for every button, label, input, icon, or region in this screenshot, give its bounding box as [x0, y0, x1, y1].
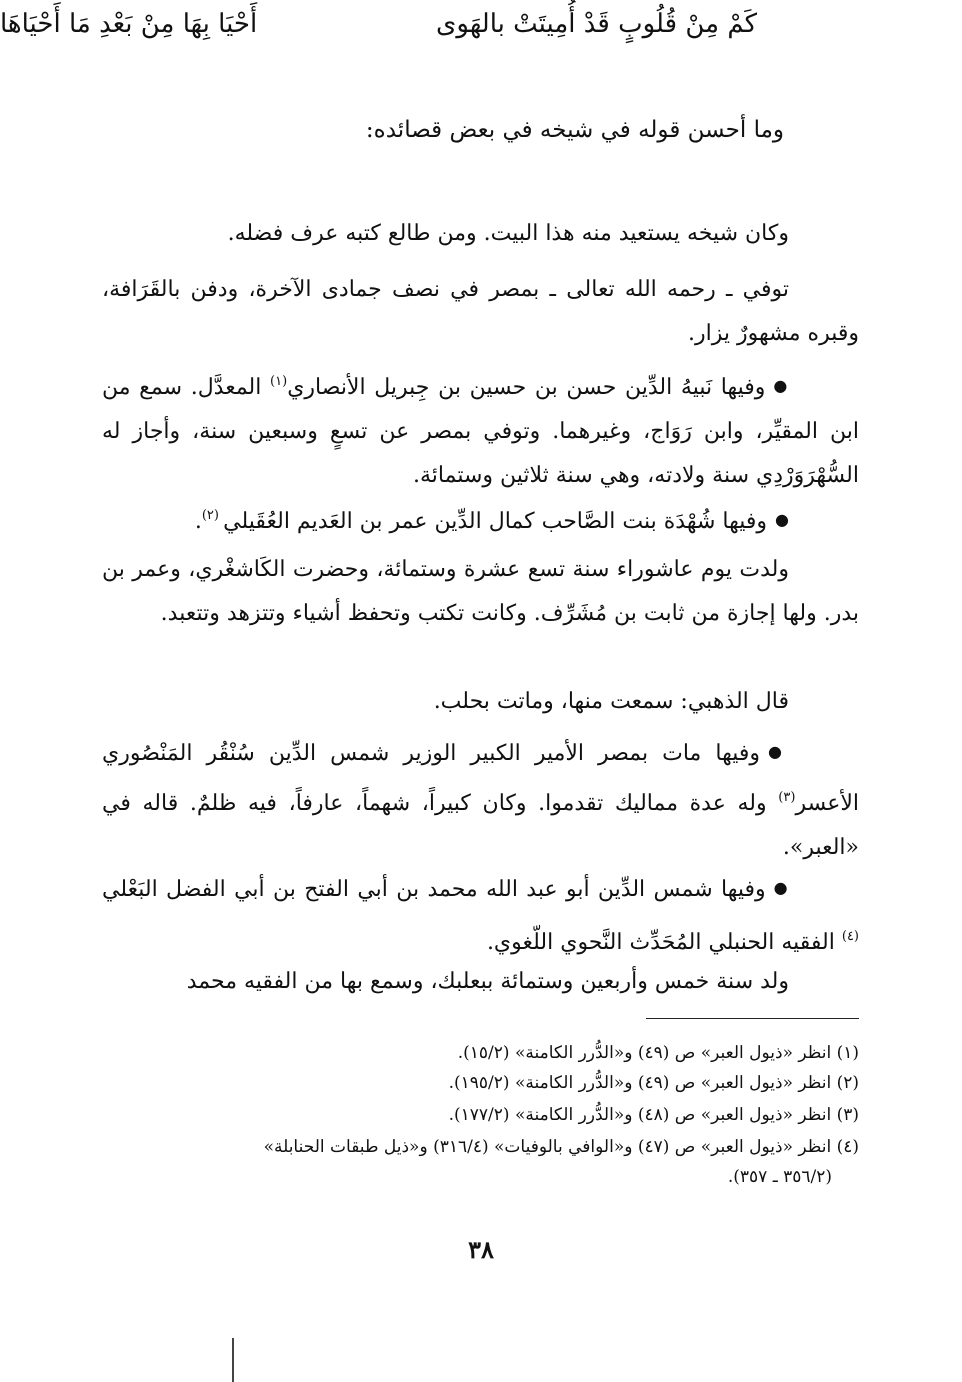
- paragraph: ولدت يوم عاشوراء سنة تسع عشرة وستمائة، وحضرت الكَاشغْري، وعمر بن بدر. ولها إجازة من ثابت بن مُشَرِّف. وكانت تكتب وتحفظ أشياء وتتزهد وتتعبد.: [102, 557, 859, 626]
- bullet-icon: [760, 741, 789, 766]
- footnote-ref[interactable]: (٢): [201, 508, 224, 523]
- bullet-paragraph: [102, 866, 859, 965]
- paragraph-text: وله عدة مماليك تقدموا. وكان كبيراً، شهماً، عارفاً، فيه ظلمٌ. قاله في «العبر».: [102, 791, 859, 860]
- paragraph: قال الذهبي: سمعت منها، وماتت بحلب.: [433, 689, 789, 714]
- verse-hemistich-second: أَحْيَا بِهَا مِنْ بَعْدِ مَا أَحْيَاهَا: [0, 9, 258, 39]
- paragraph-text: وفيها شمس الدِّين أبو عبد الله محمد بن أبي الفتح بن أبي الفضل البَعْلي: [102, 877, 766, 902]
- poem-verse: [0, 0, 757, 48]
- footnote: (٤) انظر «ذيول العبر» ص (٤٧) و«الوافي بالوفيات» (٣١٦/٤) و«ذيل طبقات الحنابلة»: [263, 1137, 859, 1157]
- footnote-divider: [646, 1018, 859, 1019]
- bullet-icon: [767, 509, 789, 534]
- footnote-ref[interactable]: (١): [270, 374, 288, 389]
- bullet-icon: [765, 375, 789, 400]
- paragraph-text: المعدَّل. سمع من ابن المقيِّر، وابن رَوَاج، وغيرهما. وتوفي بمصر عن تسعٍ وسبعين سنة، وأجاز له السُّهْرَوَرْدِي سنة ولادته، وهي سنة ثلاثين وستمائة.: [102, 375, 859, 488]
- bullet-paragraph: [102, 360, 859, 498]
- paragraph-text: الفقيه الحنبلي المُحَدِّث النَّحوي اللّغوي.: [486, 930, 842, 955]
- footnote: (٢) انظر «ذيول العبر» ص (٤٩) و«الدُّرر الكامنة» (١٩٥/٢).: [448, 1073, 859, 1093]
- paragraph-text: وفيها مات بمصر الأمير الكبير الوزير شمس الدِّين سُنْقُر المَنْصُوري الأعسر: [102, 741, 859, 816]
- paragraph-text: وفيها نَبيهُ الدِّين حسن بن حسين بن جِبريل الأنصاري: [287, 375, 766, 400]
- paragraph: وكان شيخه يستعيد منه هذا البيت. ومن طالع كتبه عرف فضله.: [227, 221, 789, 246]
- paragraph-text: وفيها شُهْدَة بنت الصَّاحب كمال الدِّين عمر بن العَديم العُقَيلي: [223, 509, 768, 534]
- page-number: ٣٨: [468, 1235, 494, 1264]
- bullet-icon: [766, 877, 789, 902]
- footnote: (١) انظر «ذيول العبر» ص (٤٩) و«الدُّرر الكامنة» (١٥/٢).: [457, 1043, 859, 1063]
- paragraph: توفي ـ رحمه الله تعالى ـ بمصر في نصف جمادى الآخرة، ودفن بالقَرَافة، وقبره مشهورٌ يزار.: [102, 277, 859, 346]
- footnote-ref[interactable]: (٣): [778, 790, 796, 805]
- footnote: (٣) انظر «ذيول العبر» ص (٤٨) و«الدُّرر الكامنة» (١٧٧/٢).: [448, 1105, 859, 1125]
- scan-artifact: [232, 1338, 234, 1382]
- bullet-paragraph: [102, 730, 859, 870]
- footnote-continuation: (٣٥٦/٢ ـ ٣٥٧).: [727, 1167, 832, 1187]
- paragraph: ولد سنة خمس وأربعين وستمائة ببعلبك، وسمع بها من الفقيه محمد: [186, 969, 789, 994]
- footnote-ref[interactable]: (٤): [841, 929, 859, 944]
- verse-hemistich-first: كَمْ مِنْ قُلُوبٍ قَدْ أُمِيتَتْ بالهَوى: [436, 9, 757, 39]
- paragraph-text: .: [194, 509, 202, 534]
- intro-line: وما أحسن قوله في شيخه في بعض قصائده:: [365, 117, 784, 143]
- bullet-paragraph: [102, 494, 859, 544]
